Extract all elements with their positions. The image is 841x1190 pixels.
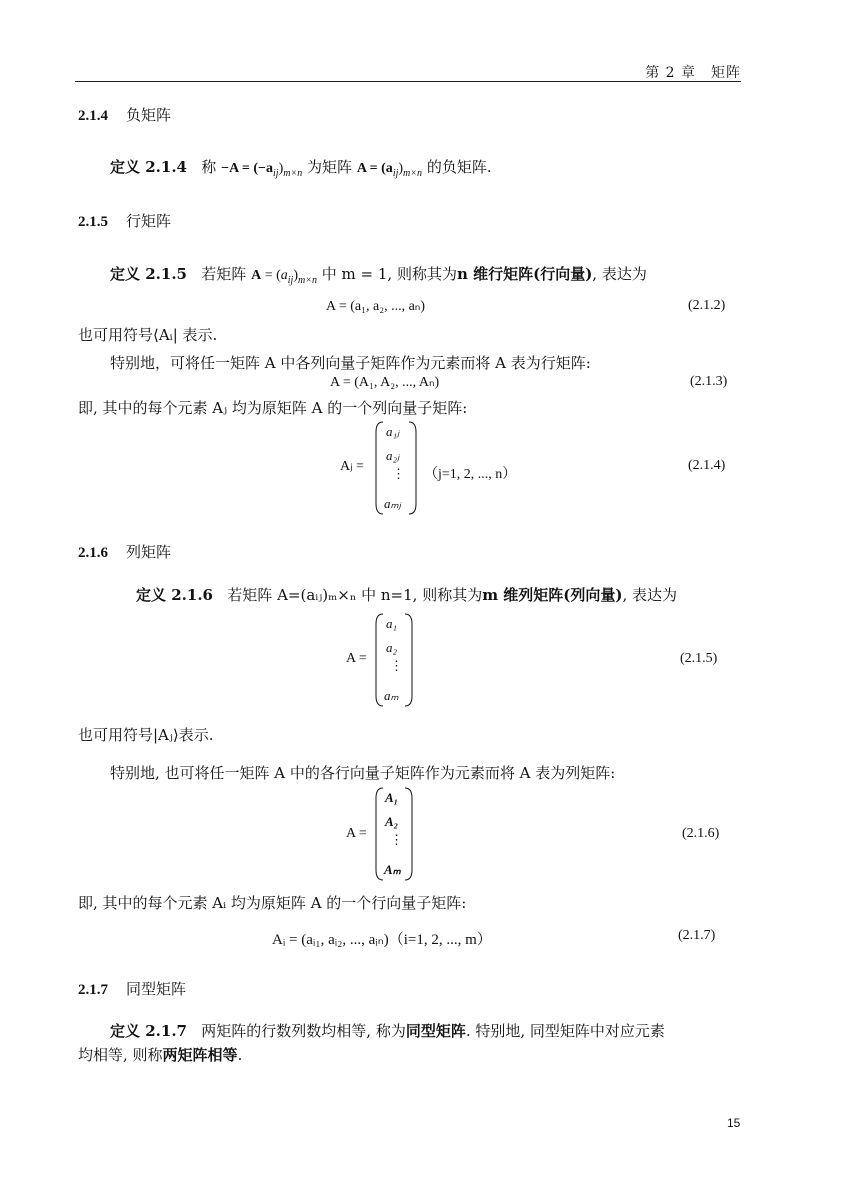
definition-2-1-6 bbox=[136, 584, 677, 605]
section-title: 列矩阵 bbox=[126, 543, 172, 561]
definition-label: 定义 2.1.4 bbox=[110, 158, 187, 176]
matrix-entry: ⋮ bbox=[392, 466, 405, 481]
matrix-entry: a₁ bbox=[386, 616, 398, 631]
matrix-entry: a₂ⱼ bbox=[386, 448, 400, 463]
def-text: 若矩阵 A=(aᵢⱼ)ₘ×ₙ 中 n=1, 则称其为 bbox=[227, 586, 483, 604]
page-number: 15 bbox=[727, 1116, 741, 1130]
section-title: 负矩阵 bbox=[126, 106, 172, 124]
column-matrix bbox=[374, 786, 414, 882]
equation-number: (2.1.2) bbox=[688, 298, 726, 313]
equation-2-1-7: Aᵢ = (aᵢ₁, aᵢ₂, ..., aᵢₙ)（i=1, 2, ..., m） bbox=[272, 932, 492, 948]
column-matrix bbox=[374, 420, 418, 516]
matrix-entry: ⋮ bbox=[390, 832, 403, 847]
def-term: m 维列矩阵(列向量) bbox=[482, 586, 623, 604]
def-term: n 维行矩阵(行向量) bbox=[456, 265, 593, 283]
equation-number: (2.1.3) bbox=[690, 374, 728, 389]
definition-2-1-5: 定义 2.1.5 若矩阵 $A = (a_{ij})_{m\times n}$ 中 m = 1, 则称其为n 维行矩阵(行向量), 表达为 bbox=[110, 265, 647, 286]
matrix-entry: ⋮ bbox=[390, 658, 403, 673]
section-title: 同型矩阵 bbox=[126, 980, 187, 998]
def-term: 两矩阵相等 bbox=[162, 1046, 238, 1064]
section-number: 2.1.5 bbox=[78, 214, 108, 230]
def-text: , 表达为 bbox=[592, 265, 647, 283]
section-number: 2.1.7 bbox=[78, 982, 108, 998]
equation-number: (2.1.6) bbox=[682, 826, 720, 841]
column-symbol-line: 也可用符号|Aⱼ⟩表示. bbox=[78, 726, 214, 744]
matrix-entry: aₘ bbox=[384, 688, 399, 703]
def-expr-neg: −A = (−a bbox=[221, 161, 274, 176]
definition-label: 定义 2.1.6 bbox=[136, 586, 213, 604]
equation-number: (2.1.4) bbox=[688, 458, 726, 473]
definition-2-1-7-cont bbox=[78, 1044, 242, 1065]
header-rule bbox=[75, 81, 741, 82]
equation-condition: （j=1, 2, ..., n） bbox=[424, 467, 517, 482]
matrix-entry: a₁ⱼ bbox=[386, 424, 400, 439]
matrix-entry: aₘⱼ bbox=[384, 496, 401, 511]
def-text: . 特别地, 同型矩阵中对应元素 bbox=[465, 1022, 665, 1040]
def-text: 均相等, 则称 bbox=[78, 1046, 163, 1064]
def-text: 为矩阵 bbox=[307, 158, 353, 176]
section-2-1-6-heading bbox=[78, 541, 171, 562]
equation-2-1-3: A = (A₁, A₂, ..., Aₙ) bbox=[330, 375, 440, 390]
def-text: 称 bbox=[201, 158, 217, 176]
equation-2-1-2: A = (a₁, a₂, ..., aₙ) bbox=[326, 299, 426, 314]
section-2-1-4-heading bbox=[78, 104, 171, 125]
section-2-1-7-heading bbox=[78, 978, 186, 999]
special-paragraph: 特别地，可将任一矩阵 A 中各列向量子矩阵作为元素而将 A 表为行矩阵: bbox=[110, 354, 591, 372]
def-text: 中 m = 1, 则称其为 bbox=[321, 265, 457, 283]
equation-2-1-5-lhs: A = bbox=[346, 651, 367, 666]
matrix-entry: Aₘ bbox=[384, 862, 401, 877]
equation-number: (2.1.5) bbox=[680, 651, 718, 666]
special-paragraph: 特别地, 也可将任一矩阵 A 中的各行向量子矩阵作为元素而将 A 表为列矩阵: bbox=[110, 764, 616, 782]
def-term: 同型矩阵 bbox=[405, 1022, 466, 1040]
section-2-1-5-heading bbox=[78, 210, 171, 231]
definition-2-1-4: 定义 2.1.4 称 $-A = (-a_{ij})_{m\times n}$ 为矩阵 $A = (a_{ij})_{m\times n}$ 的负矩阵. bbox=[110, 158, 492, 179]
def-text: , 表达为 bbox=[622, 586, 678, 604]
definition-label: 定义 2.1.5 bbox=[110, 265, 187, 283]
def-expr-a: A = (a bbox=[356, 161, 393, 176]
def-text: . bbox=[237, 1046, 243, 1064]
definition-2-1-7 bbox=[110, 1020, 665, 1041]
def-text: 的负矩阵. bbox=[426, 158, 492, 176]
def-text: 两矩阵的行数列数均相等, 称为 bbox=[201, 1022, 406, 1040]
equation-number: (2.1.7) bbox=[678, 928, 716, 943]
section-number: 2.1.4 bbox=[78, 108, 108, 124]
section-number: 2.1.6 bbox=[78, 545, 108, 561]
equation-2-1-6-lhs: A = bbox=[346, 826, 367, 841]
row-symbol-line: 也可用符号⟨Aᵢ| 表示. bbox=[78, 326, 218, 344]
section-title: 行矩阵 bbox=[126, 212, 172, 230]
matrix-entry: a₂ bbox=[386, 640, 398, 655]
note-paragraph: 即, 其中的每个元素 Aⱼ 均为原矩阵 A 的一个列向量子矩阵: bbox=[78, 399, 468, 417]
def-text: 若矩阵 bbox=[201, 265, 247, 283]
definition-label: 定义 2.1.7 bbox=[110, 1022, 187, 1040]
equation-2-1-4-lhs: Aⱼ = bbox=[340, 459, 364, 474]
running-header: 第 2 章 矩阵 bbox=[645, 65, 741, 81]
column-matrix bbox=[374, 612, 414, 708]
matrix-entry: A₁ bbox=[385, 790, 399, 805]
matrix-entry: A₂ bbox=[385, 814, 399, 829]
note-paragraph: 即, 其中的每个元素 Aᵢ 均为原矩阵 A 的一个行向量子矩阵: bbox=[78, 894, 467, 912]
